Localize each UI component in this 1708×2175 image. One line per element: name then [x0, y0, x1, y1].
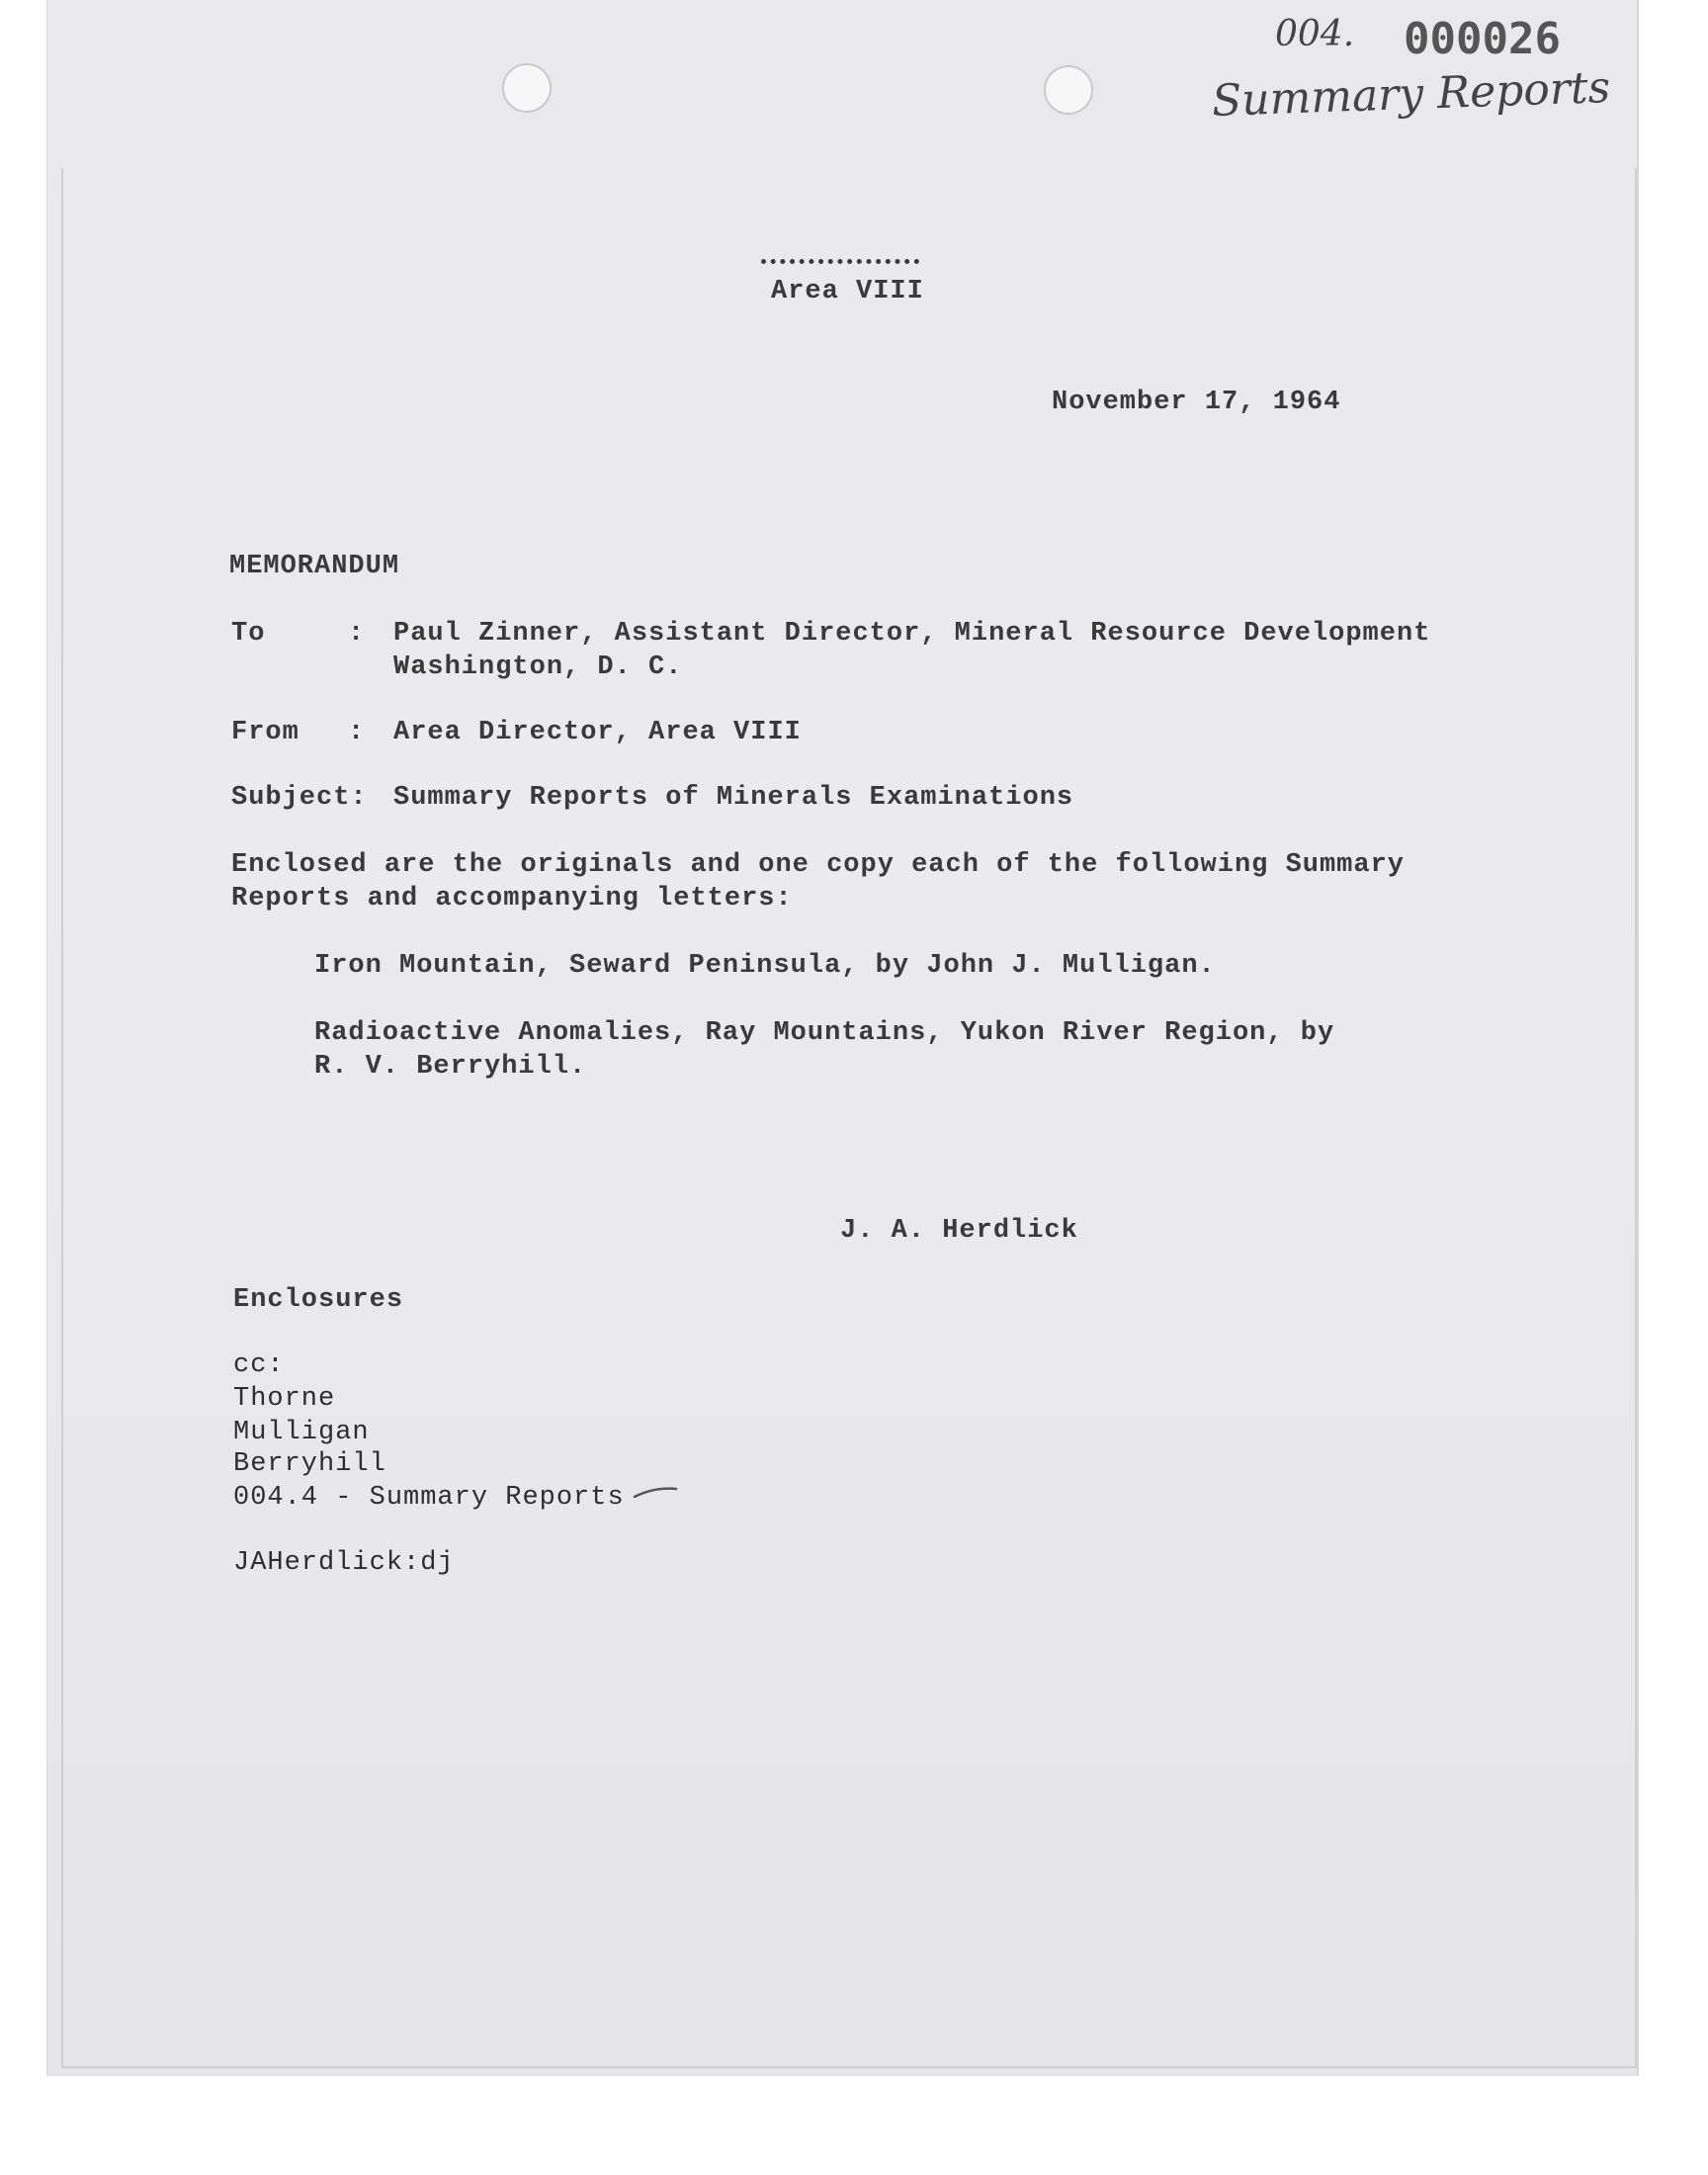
- enclosures-label: Enclosures: [233, 1285, 404, 1315]
- cc-label: cc:: [233, 1350, 285, 1380]
- cc-file-reference: 004.4 - Summary Reports: [233, 1483, 625, 1513]
- header-rule: [761, 259, 919, 264]
- enclosed-report-item2-line2: R. V. Berryhill.: [314, 1052, 587, 1082]
- cc-name: Mulligan: [233, 1418, 370, 1447]
- subject-value: Summary Reports of Minerals Examinations: [393, 783, 1074, 813]
- enclosed-report-item1: Iron Mountain, Seward Peninsula, by John J. Mulligan.: [314, 951, 1216, 981]
- to-recipient-line1: Paul Zinner, Assistant Director, Mineral Resource Development: [393, 619, 1431, 649]
- to-recipient-line2: Washington, D. C.: [393, 652, 683, 682]
- handwritten-subject-note: Summary Reports: [1211, 61, 1611, 128]
- typist-initials: JAHerdlick:dj: [233, 1548, 455, 1578]
- from-value: Area Director, Area VIII: [393, 718, 802, 747]
- enclosed-report-item2-line1: Radioactive Anomalies, Ray Mountains, Yukon River Region, by: [314, 1018, 1335, 1048]
- intro-line2: Reports and accompanying letters:: [231, 884, 793, 914]
- memorandum-heading: MEMORANDUM: [229, 552, 400, 581]
- from-separator: :: [348, 718, 366, 747]
- handwritten-checkmark-icon: [631, 1479, 680, 1509]
- cc-name: Berryhill: [233, 1449, 386, 1479]
- paper-edge: [61, 168, 1637, 2068]
- intro-line1: Enclosed are the originals and one copy each of the following Summary: [231, 850, 1405, 880]
- to-separator: :: [348, 619, 366, 649]
- punch-hole-right: [1044, 65, 1093, 115]
- to-label: To: [231, 619, 266, 649]
- punch-hole-left: [502, 63, 552, 113]
- from-label: From: [231, 718, 299, 747]
- area-heading: Area VIII: [771, 277, 924, 306]
- file-stamp-number: 000026: [1404, 14, 1561, 64]
- subject-label: Subject:: [231, 783, 368, 813]
- signature: J. A. Herdlick: [840, 1216, 1078, 1246]
- memo-date: November 17, 1964: [1052, 388, 1341, 417]
- cc-name: Thorne: [233, 1384, 336, 1414]
- handwritten-file-code: 004.: [1275, 14, 1355, 54]
